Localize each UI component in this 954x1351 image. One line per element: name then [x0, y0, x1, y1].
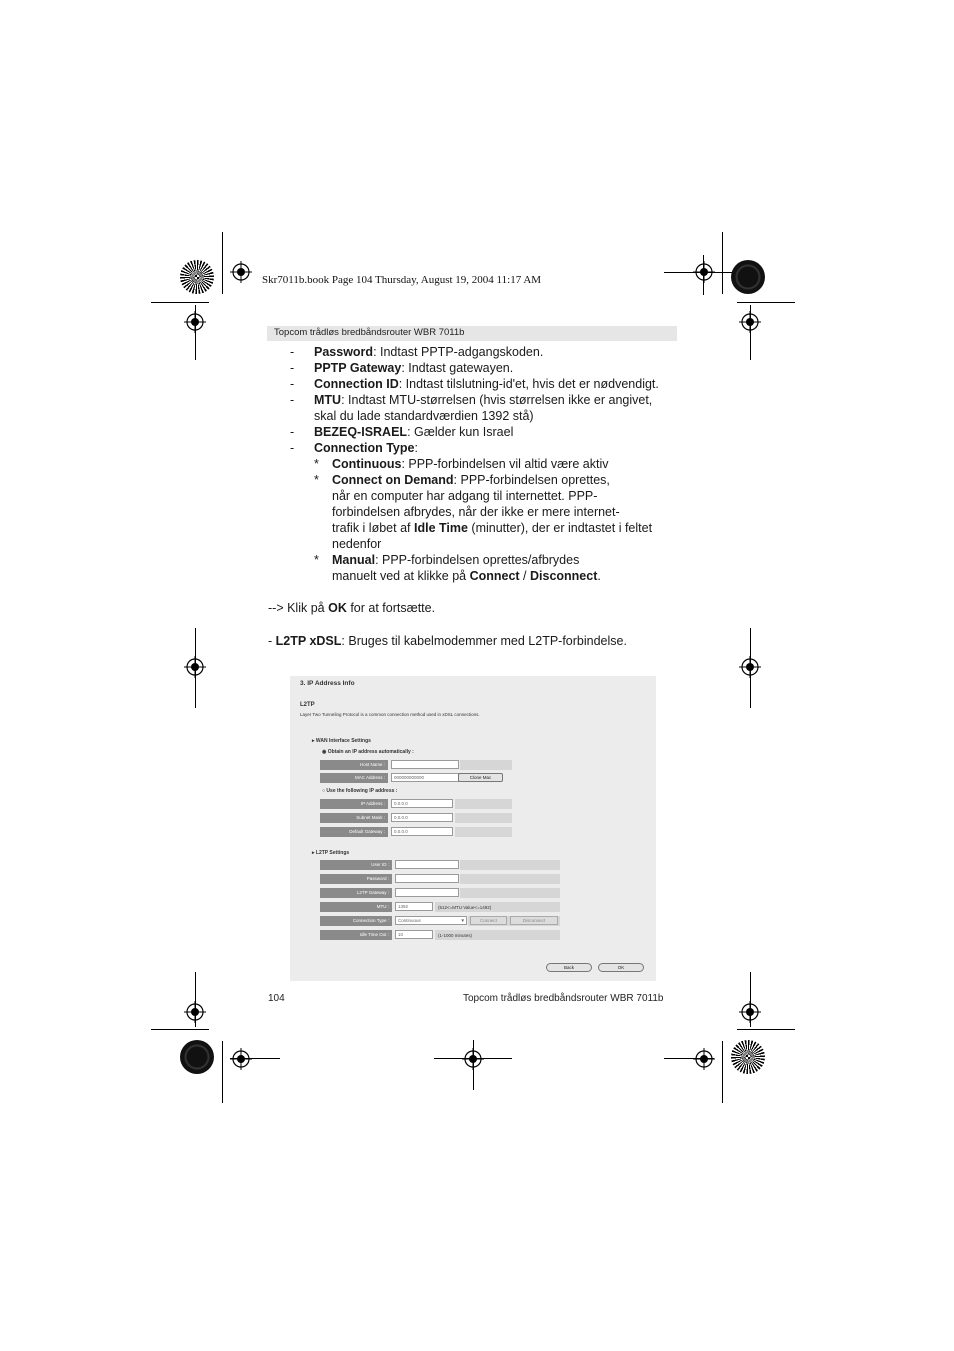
- ok-button[interactable]: OK: [598, 963, 644, 972]
- idle-time-input[interactable]: 10: [395, 930, 433, 939]
- l2tp-section-title: ▸ L2TP Settings: [312, 850, 350, 856]
- connection-type-label: Connection Type :: [320, 916, 392, 926]
- continue-instruction: --> Klik på OK for at fortsætte.: [268, 601, 436, 615]
- list-item: Connection Type:: [314, 441, 418, 455]
- host-name-label: Host Name :: [320, 760, 388, 770]
- l2tp-gateway-label: L2TP Gateway :: [320, 888, 392, 898]
- list-item-continuation: skal du lade standardværdien 1392 stå): [314, 409, 534, 423]
- ip-address-input[interactable]: 0.0.0.0: [391, 799, 453, 808]
- connect-button[interactable]: Connect: [470, 916, 507, 925]
- l2tp-description: - L2TP xDSL: Bruges til kabelmodemmer med L2TP-forbindelse.: [268, 634, 627, 648]
- sub-item: Connect on Demand: PPP-forbindelsen oprettes,: [332, 473, 610, 487]
- registration-mark-icon: [462, 1048, 484, 1070]
- color-rosette-icon: [180, 260, 214, 294]
- sub-bullet: *: [314, 473, 319, 487]
- user-id-label: User ID :: [320, 860, 392, 870]
- subnet-mask-label: Subnet Mask :: [320, 813, 388, 823]
- list-item: MTU: Indtast MTU-størrelsen (hvis størrelsen ikke er angivet,: [314, 393, 653, 407]
- list-bullet: -: [290, 345, 295, 359]
- manual-ip-radio[interactable]: ○ Use the following IP address :: [322, 788, 398, 794]
- mtu-input[interactable]: 1392: [395, 902, 433, 911]
- host-name-input[interactable]: [391, 760, 459, 769]
- registration-mark-icon: [184, 656, 206, 678]
- screenshot-title: 3. IP Address Info: [300, 680, 355, 687]
- row-background: [460, 760, 512, 770]
- default-gateway-label: Default Gateway :: [320, 827, 388, 837]
- connection-type-select[interactable]: Continuous ▼: [395, 916, 467, 925]
- list-item: Connection ID: Indtast tilslutning-id'et, hvis det er nødvendigt.: [314, 377, 659, 391]
- mac-address-input[interactable]: 000000000000: [391, 773, 459, 782]
- list-bullet: -: [290, 377, 295, 391]
- password-input[interactable]: [395, 874, 459, 883]
- l2tp-gateway-input[interactable]: [395, 888, 459, 897]
- registration-mark-icon: [693, 1048, 715, 1070]
- sub-bullet: *: [314, 457, 319, 471]
- sub-bullet: *: [314, 553, 319, 567]
- sub-item-continuation: når en computer har adgang til internettet. PPP-: [332, 489, 598, 503]
- registration-mark-icon: [230, 1048, 252, 1070]
- default-gateway-input[interactable]: 0.0.0.0: [391, 827, 453, 836]
- list-bullet: -: [290, 393, 295, 407]
- row-background: [460, 860, 560, 870]
- registration-mark-icon: [230, 261, 252, 283]
- color-rosette-icon: [180, 1040, 214, 1074]
- idle-time-label: Idle Time Out :: [320, 930, 392, 940]
- list-item: BEZEQ-ISRAEL: Gælder kun Israel: [314, 425, 514, 439]
- running-head: [267, 326, 677, 341]
- row-background: [455, 799, 512, 809]
- color-rosette-icon: [731, 1040, 765, 1074]
- sub-item-continuation: forbindelsen afbrydes, når der ikke er mere internet-: [332, 505, 620, 519]
- registration-mark-icon: [184, 1001, 206, 1023]
- list-bullet: -: [290, 441, 295, 455]
- user-id-input[interactable]: [395, 860, 459, 869]
- sub-item-continuation: manuelt ved at klikke på Connect / Disconnect.: [332, 569, 601, 583]
- row-background: [455, 827, 512, 837]
- print-info: Skr7011b.book Page 104 Thursday, August 19, 2004 11:17 AM: [262, 274, 542, 286]
- list-item: PPTP Gateway: Indtast gatewayen.: [314, 361, 514, 375]
- registration-mark-icon: [184, 311, 206, 333]
- auto-ip-radio[interactable]: ◉ Obtain an IP address automatically :: [322, 749, 414, 755]
- registration-mark-icon: [693, 261, 715, 283]
- sub-item-continuation: nedenfor: [332, 537, 382, 551]
- sub-item-continuation: trafik i løbet af Idle Time (minutter), der er indtastet i feltet: [332, 521, 653, 535]
- running-head-text: Topcom trådløs bredbåndsrouter WBR 7011b: [274, 327, 465, 338]
- clone-mac-button[interactable]: Clone Mac: [458, 773, 503, 782]
- footer-title: Topcom trådløs bredbåndsrouter WBR 7011b: [463, 993, 664, 1004]
- list-bullet: -: [290, 361, 295, 375]
- registration-mark-icon: [739, 311, 761, 333]
- color-rosette-icon: [731, 260, 765, 294]
- mtu-hint: (512<=MTU Value<=1492): [438, 905, 492, 910]
- idle-time-hint: (1-1000 minutes): [438, 933, 473, 938]
- sub-item: Manual: PPP-forbindelsen oprettes/afbrydes: [332, 553, 580, 567]
- registration-mark-icon: [739, 1001, 761, 1023]
- wan-section-title: ▸ WAN Interface Settings: [312, 738, 371, 744]
- list-bullet: -: [290, 425, 295, 439]
- mtu-label: MTU :: [320, 902, 392, 912]
- row-background: [460, 888, 560, 898]
- password-label: Password :: [320, 874, 392, 884]
- disconnect-button[interactable]: Disconnect: [510, 916, 558, 925]
- row-background: [460, 874, 560, 884]
- subnet-mask-input[interactable]: 0.0.0.0: [391, 813, 453, 822]
- screenshot-description: Layer Two Tunneling Protocol is a common connection method used in xDSL connections.: [300, 712, 480, 717]
- mac-address-label: MAC Address :: [320, 773, 388, 783]
- router-config-screenshot: [290, 676, 656, 981]
- dropdown-arrow-icon: ▼: [460, 918, 465, 923]
- registration-mark-icon: [739, 656, 761, 678]
- ip-address-label: IP Address :: [320, 799, 388, 809]
- row-background: [455, 813, 512, 823]
- back-button[interactable]: Back: [546, 963, 592, 972]
- sub-item: Continuous: PPP-forbindelsen vil altid være aktiv: [332, 457, 609, 471]
- list-item: Password: Indtast PPTP-adgangskoden.: [314, 345, 544, 359]
- screenshot-heading: L2TP: [300, 702, 315, 708]
- footer-page-number: 104: [268, 993, 285, 1004]
